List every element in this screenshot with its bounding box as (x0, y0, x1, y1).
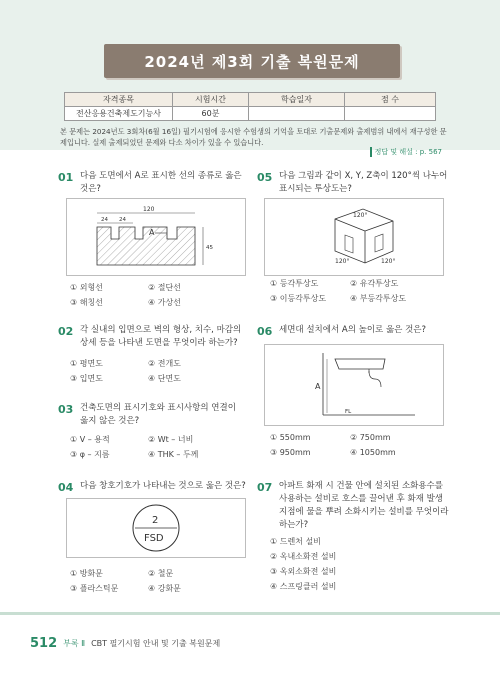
option[interactable]: ② 전개도 (148, 359, 181, 368)
dim-height: 45 (206, 245, 213, 251)
option[interactable]: ④ 스프링클러 설비 (270, 582, 337, 591)
washbasin-drawing (265, 345, 443, 425)
option[interactable]: ① 외형선 (70, 283, 103, 292)
page-footer (30, 636, 220, 651)
footer-title: CBT 필기시험 안내 및 기출 복원문제 (91, 639, 221, 648)
question-number: 07 (257, 481, 273, 494)
section-label: 부록 Ⅱ (63, 639, 86, 648)
option[interactable]: ④ 부등각투상도 (350, 294, 407, 303)
option[interactable]: ② 유각투상도 (350, 279, 399, 288)
info-cell: 60분 (173, 107, 249, 121)
question-text: 다음 도면에서 A로 표시한 선의 종류로 옳은 것은? (80, 171, 242, 194)
question-number: 05 (257, 171, 273, 184)
info-header: 학습일자 (249, 93, 345, 107)
dim-a: 24 (101, 217, 108, 223)
question-number: 02 (58, 325, 74, 338)
option[interactable]: ③ 플라스틱문 (70, 584, 119, 593)
q01-figure (66, 198, 246, 276)
info-header: 자격종목 (65, 93, 173, 107)
option[interactable]: ③ 옥외소화전 설비 (270, 567, 337, 576)
question-text: 다음 그림과 같이 X, Y, Z축이 120°씩 나누어 표시되는 투상도는? (279, 171, 448, 194)
q05-figure (264, 198, 444, 276)
q03-options (70, 432, 240, 462)
question-text: 아파트 화재 시 건물 안에 설치된 소화용수를 사용하는 설비로 호스를 끌어낸 후 화재 발생지점에 물을 뿌려 소화시키는 설비를 무엇이라 하는가? (279, 481, 449, 530)
q02-options (70, 356, 240, 386)
angle-label: 120° (335, 258, 350, 265)
info-cell (345, 107, 436, 121)
option[interactable]: ③ φ – 지름 (70, 450, 110, 459)
question-number: 01 (58, 171, 74, 184)
question-text: 세면대 설치에서 A의 높이로 옳은 것은? (279, 325, 427, 335)
question-number: 04 (58, 481, 74, 494)
angle-label: 120° (381, 258, 396, 265)
option[interactable]: ③ 이등각투상도 (270, 294, 327, 303)
page-number: 512 (30, 636, 58, 651)
info-cell: 전산응용건축제도기능사 (65, 107, 173, 121)
page-title-box (104, 44, 400, 78)
question-number: 03 (58, 403, 74, 416)
q07-options (270, 534, 445, 594)
isometric-drawing (265, 199, 443, 275)
q04-figure (66, 498, 246, 558)
option[interactable]: ① 방화문 (70, 569, 103, 578)
question-number: 06 (257, 325, 273, 338)
page-title: 2024년 제3회 기출 복원문제 (144, 52, 360, 71)
line-a-label: A (149, 228, 155, 237)
option[interactable]: ① 550mm (270, 433, 311, 442)
q06-options (270, 430, 445, 460)
option[interactable]: ① 등각투상도 (270, 279, 319, 288)
section-drawing (67, 199, 245, 275)
door-symbol-number: 2 (152, 515, 159, 526)
q06-figure (264, 344, 444, 426)
option[interactable]: ④ THK – 두께 (148, 450, 199, 459)
info-header: 시험시간 (173, 93, 249, 107)
floor-level-label: FL (345, 409, 352, 415)
option[interactable]: ③ 입면도 (70, 374, 103, 383)
dim-b: 24 (119, 217, 126, 223)
option[interactable]: ④ 단면도 (148, 374, 181, 383)
info-header: 점 수 (345, 93, 436, 107)
angle-label: 120° (353, 212, 368, 219)
question-text: 다음 창호기호가 나타내는 것으로 옳은 것은? (80, 481, 246, 491)
option[interactable]: ② 철문 (148, 569, 174, 578)
option[interactable]: ① V – 용적 (70, 435, 110, 444)
option[interactable]: ④ 강화문 (148, 584, 181, 593)
question-text: 건축도면의 표시기호와 표시사항의 연결이 옳지 않은 것은? (80, 403, 236, 426)
info-cell (249, 107, 345, 121)
option[interactable]: ④ 가상선 (148, 298, 181, 307)
q01-options (70, 280, 240, 310)
dim-width: 120 (143, 206, 155, 213)
option[interactable]: ② 절단선 (148, 283, 181, 292)
option[interactable]: ② Wt – 너비 (148, 435, 194, 444)
option[interactable]: ③ 해칭선 (70, 298, 103, 307)
question-text: 각 실내의 입면으로 벽의 형상, 치수, 마감의 상세 등을 나타낸 도면을 무엇이라 하는가? (80, 325, 242, 348)
info-table (64, 92, 436, 121)
option[interactable]: ① 평면도 (70, 359, 103, 368)
q05-options (270, 276, 445, 306)
intro-text: 본 문제는 2024년도 3회차(6월 16일) 필기시험에 응시한 수험생의 기억을 토대로 기출문제와 출제범위 내에서 재구성한 문제입니다. 실제 출제되었던 문제와 다소 차이가 있을 수 있습니다. (60, 127, 447, 147)
option[interactable]: ① 드렌처 설비 (270, 537, 321, 546)
answer-reference: 정답 및 해설 : p. 567 (370, 147, 442, 157)
q04-options (70, 566, 240, 596)
option[interactable]: ④ 1050mm (350, 448, 396, 457)
option[interactable]: ② 750mm (350, 433, 391, 442)
door-symbol-code: FSD (144, 533, 164, 544)
height-label: A (315, 382, 321, 391)
door-symbol (67, 499, 245, 557)
footer-divider (0, 612, 500, 615)
option[interactable]: ② 옥내소화전 설비 (270, 552, 337, 561)
option[interactable]: ③ 950mm (270, 448, 311, 457)
